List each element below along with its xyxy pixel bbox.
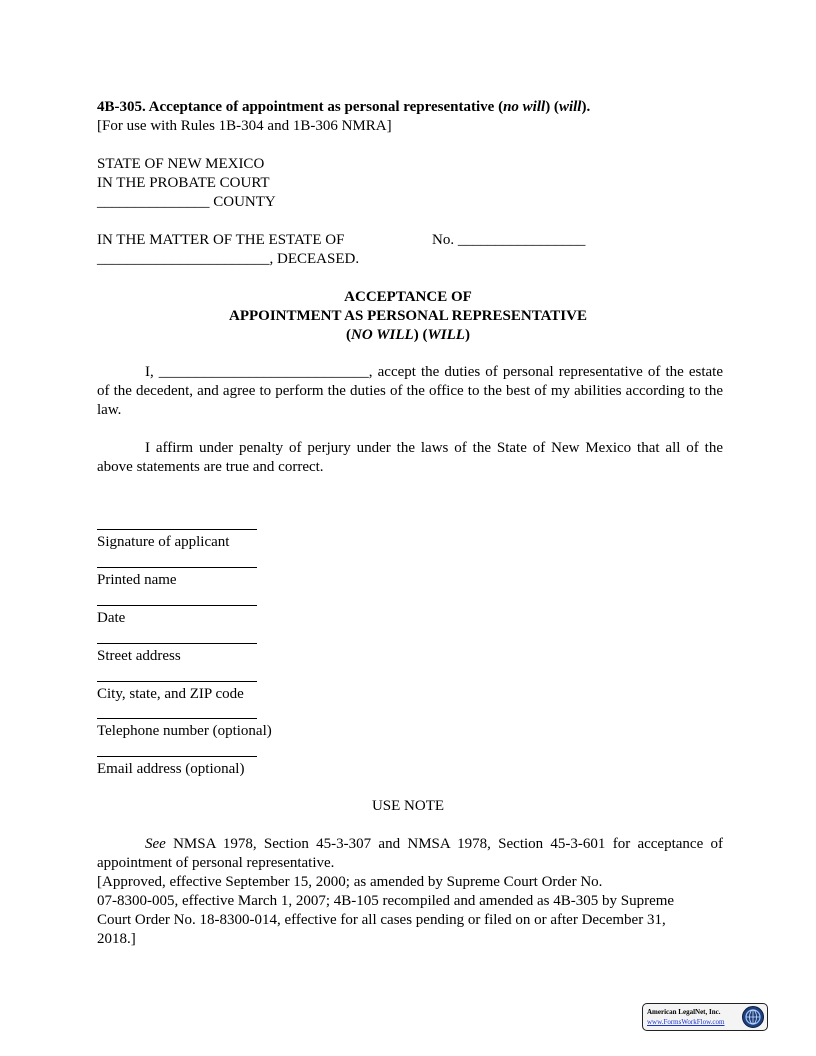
signature-label: Signature of applicant — [97, 534, 230, 550]
street-address-label: Street address — [97, 648, 181, 664]
heading-will: will — [558, 99, 582, 115]
use-note-paragraph — [97, 835, 723, 873]
printed-name-label: Printed name — [97, 572, 177, 588]
title-middle: ) ( — [413, 327, 428, 343]
badge-company: American LegalNet, Inc. — [647, 1008, 721, 1016]
telephone-label: Telephone number (optional) — [97, 723, 272, 739]
heading-end: ). — [581, 99, 591, 115]
use-note-see: See — [145, 836, 166, 852]
date-label: Date — [97, 610, 126, 626]
history-line-1: [Approved, effective September 15, 2000; as amended by Supreme Court Order No. — [97, 874, 603, 890]
title-open: ( — [346, 327, 352, 343]
title-no-will: NO WILL — [351, 327, 414, 343]
title-line-3 — [0, 326, 816, 345]
globe-icon — [741, 1005, 765, 1029]
rules-reference: [For use with Rules 1B-304 and 1B-306 NMRA] — [97, 118, 392, 134]
heading-rule-number: 4B-305. Acceptance of appointment as personal representative ( — [97, 99, 504, 115]
street-address-rule — [97, 643, 257, 644]
history-line-2: 07-8300-005, effective March 1, 2007; 4B-105 recompiled and amended as 4B-305 by Supreme — [97, 893, 675, 909]
city-state-zip-label: City, state, and ZIP code — [97, 686, 244, 702]
date-rule — [97, 605, 257, 606]
city-state-zip-rule — [97, 681, 257, 682]
signature-rule — [97, 529, 257, 530]
badge-url-link[interactable]: www.FormsWorkFlow.com — [647, 1018, 725, 1026]
use-note-heading: USE NOTE — [371, 798, 445, 814]
case-number: No. _________________ — [432, 232, 586, 248]
state-name: STATE OF NEW MEXICO — [97, 156, 265, 172]
acceptance-paragraph: I, ____________________________, accept the duties of personal representative of the estate of the decedent, and agree to perform the duties of the office to the best of my abilities according to the law. — [97, 364, 723, 418]
printed-name-rule — [97, 567, 257, 568]
court-name: IN THE PROBATE COURT — [97, 175, 270, 191]
title-line-2: APPOINTMENT AS PERSONAL REPRESENTATIVE — [229, 308, 587, 324]
title-will: WILL — [427, 327, 465, 343]
county-line: _______________ COUNTY — [97, 194, 276, 210]
use-note-text: NMSA 1978, Section 45-3-307 and NMSA 1978, Section 45-3-601 for acceptance of appointment of personal representative. — [97, 836, 723, 871]
matter-of-estate: IN THE MATTER OF THE ESTATE OF — [97, 232, 345, 248]
deceased-line: _______________________, DECEASED. — [97, 251, 360, 267]
title-close: ) — [464, 327, 470, 343]
title-line-1: ACCEPTANCE OF — [344, 289, 472, 305]
heading-middle: ) ( — [545, 99, 559, 115]
footer-badge[interactable] — [642, 1003, 768, 1031]
history-line-4: 2018.] — [97, 931, 136, 947]
telephone-rule — [97, 718, 257, 719]
history-line-3: Court Order No. 18-8300-014, effective for all cases pending or filed on or after December 31, — [97, 912, 666, 928]
heading-no-will: no will — [503, 99, 546, 115]
email-label: Email address (optional) — [97, 761, 245, 777]
email-rule — [97, 756, 257, 757]
affirmation-paragraph: I affirm under penalty of perjury under the laws of the State of New Mexico that all of the above statements are true and correct. — [97, 440, 723, 475]
form-heading — [97, 98, 590, 117]
